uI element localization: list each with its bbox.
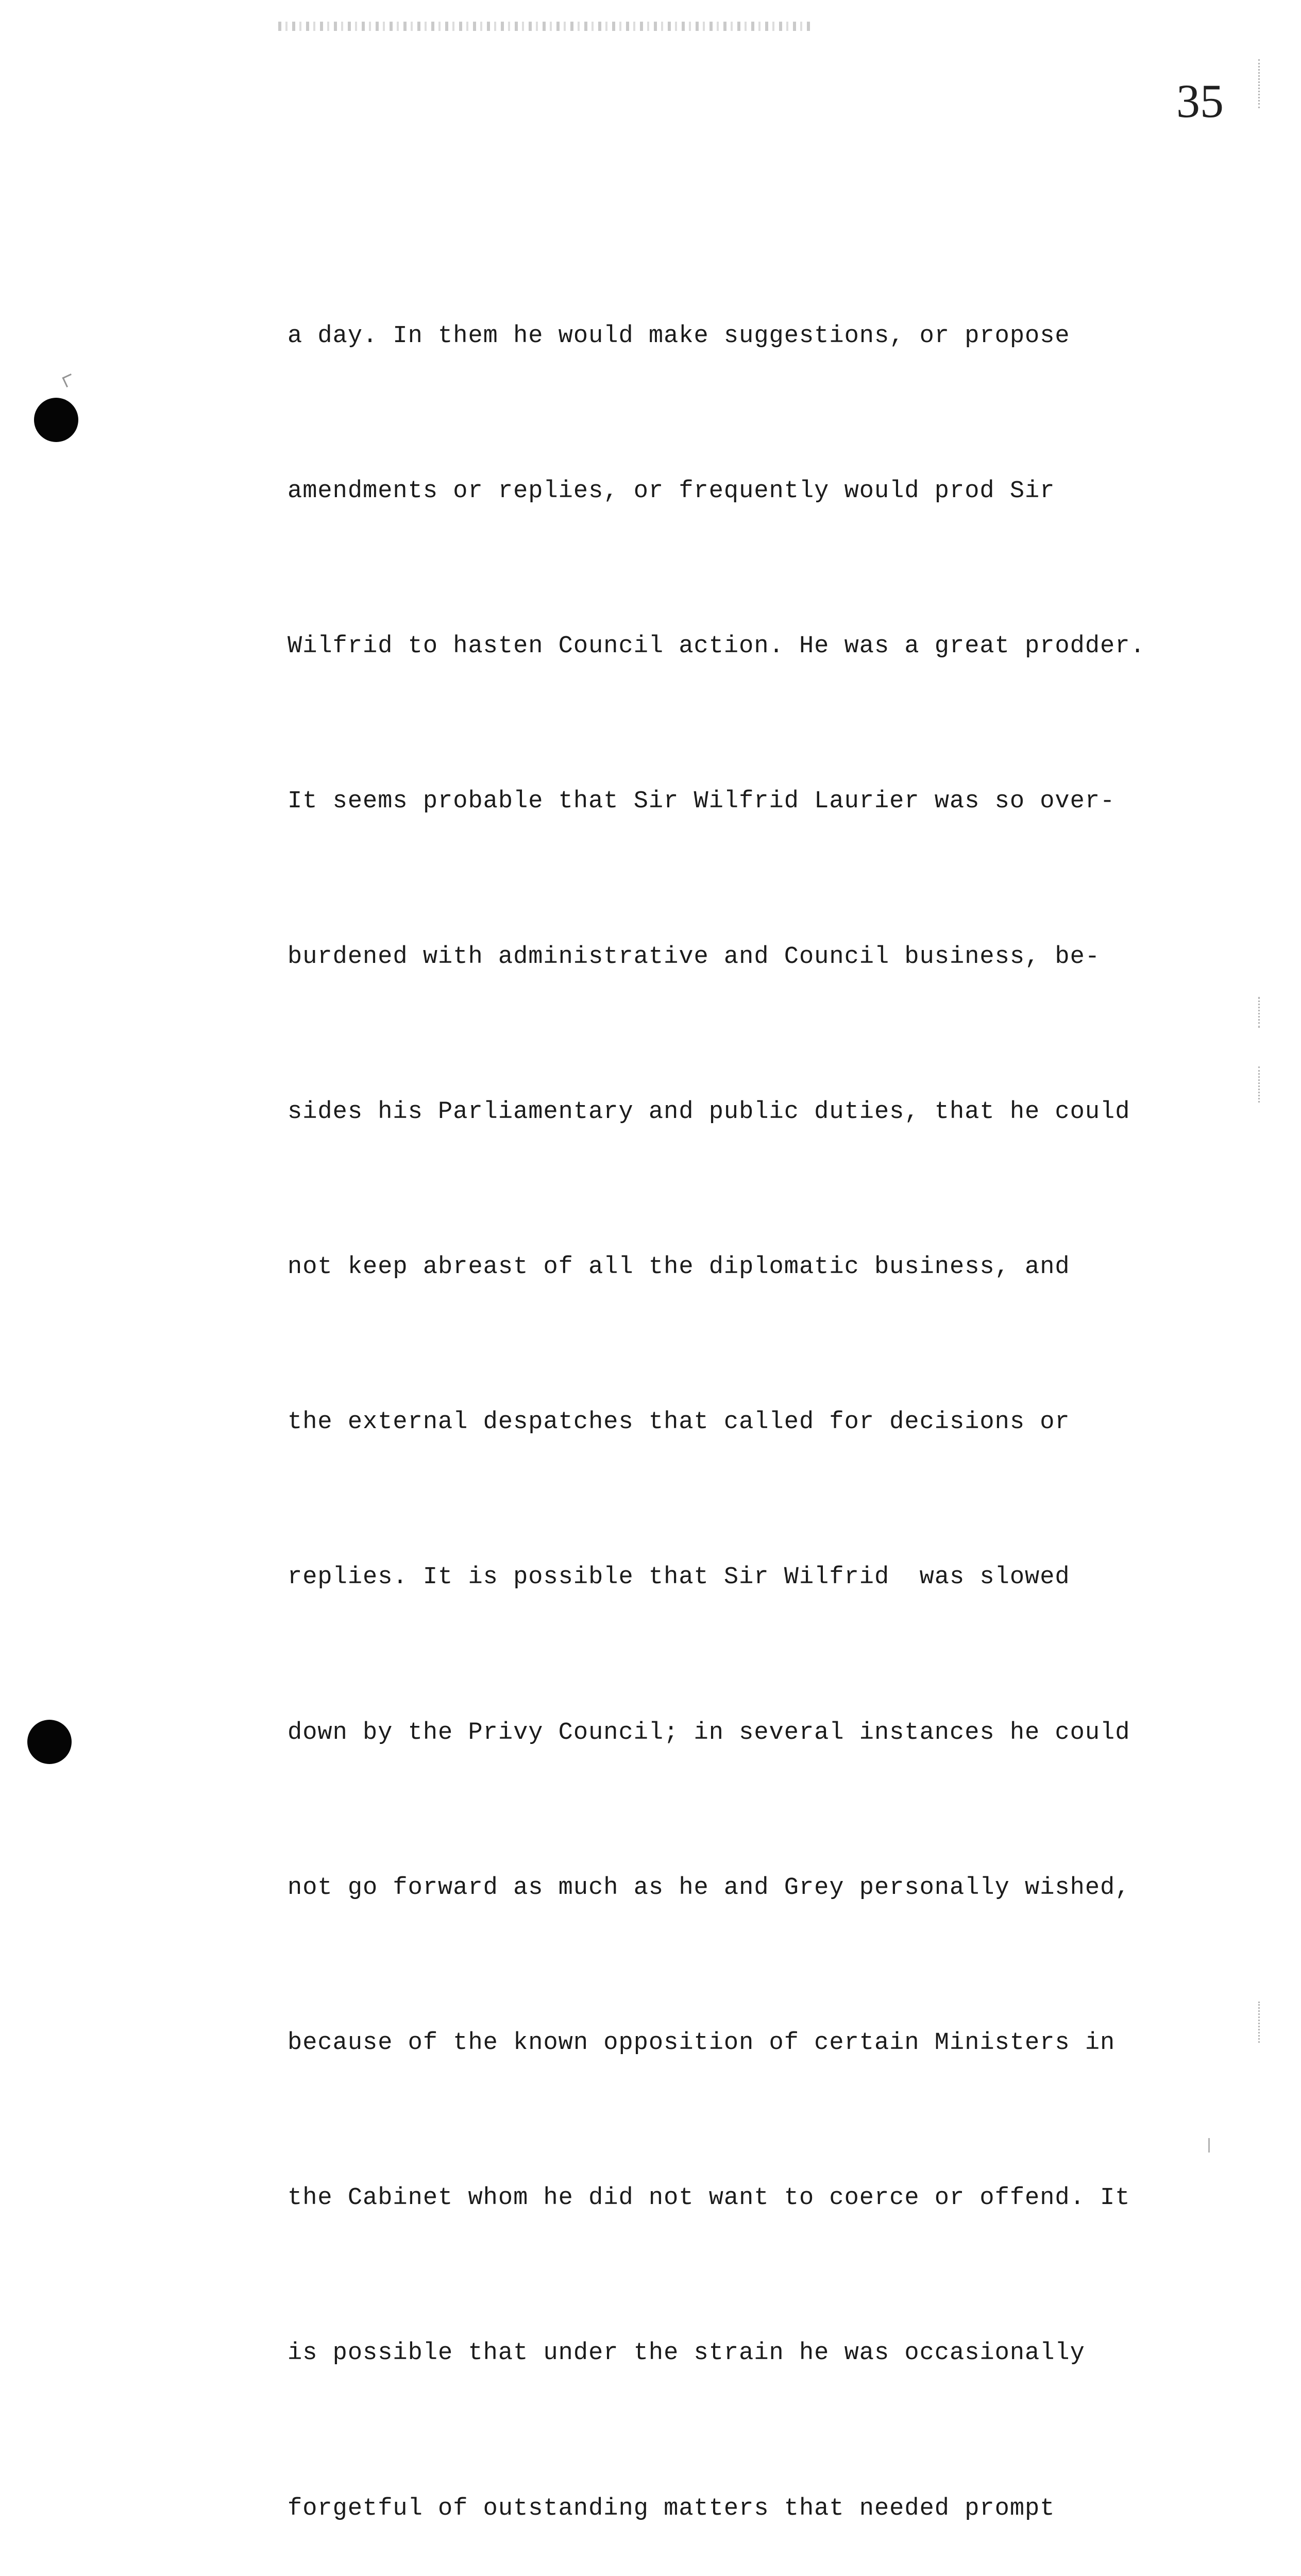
page-number: 35 (1176, 75, 1224, 127)
typed-body-text (288, 207, 1194, 2576)
edge-scan-mark (1258, 1066, 1262, 1103)
scan-artifact-strip (278, 22, 814, 31)
margin-mark (62, 374, 75, 387)
text-line: replies. It is possible that Sir Wilfrid was slowed (288, 1564, 1070, 1591)
text-line: forgetful of outstanding matters that needed prompt (288, 2495, 1055, 2522)
text-line: is possible that under the strain he was occasionally (288, 2340, 1085, 2367)
text-line: burdened with administrative and Council business, be- (288, 943, 1101, 971)
edge-scan-mark (1258, 2002, 1262, 2043)
text-line: It seems probable that Sir Wilfrid Laurier was so over- (288, 788, 1116, 816)
text-line: the external despatches that called for decisions or (288, 1409, 1070, 1436)
edge-scan-mark (1258, 59, 1262, 108)
text-line: the Cabinet whom he did not want to coerce or offend. It (288, 2184, 1130, 2212)
text-line: Wilfrid to hasten Council action. He was a great prodder. (288, 633, 1145, 660)
text-line: a day. In them he would make suggestions, or propose (288, 322, 1070, 350)
text-line: amendments or replies, or frequently would prod Sir (288, 478, 1055, 505)
text-line: because of the known opposition of certain Ministers in (288, 2029, 1116, 2057)
binder-hole-top (34, 398, 78, 442)
binder-hole-bottom (27, 1720, 72, 1764)
text-line: not keep abreast of all the diplomatic business, and (288, 1253, 1070, 1281)
text-line: sides his Parliamentary and public duties, that he could (288, 1098, 1130, 1126)
bottom-scan-mark (1208, 2138, 1210, 2153)
text-line: down by the Privy Council; in several instances he could (288, 1719, 1130, 1747)
edge-scan-mark (1258, 997, 1262, 1028)
text-line: not go forward as much as he and Grey personally wished, (288, 1874, 1130, 1902)
